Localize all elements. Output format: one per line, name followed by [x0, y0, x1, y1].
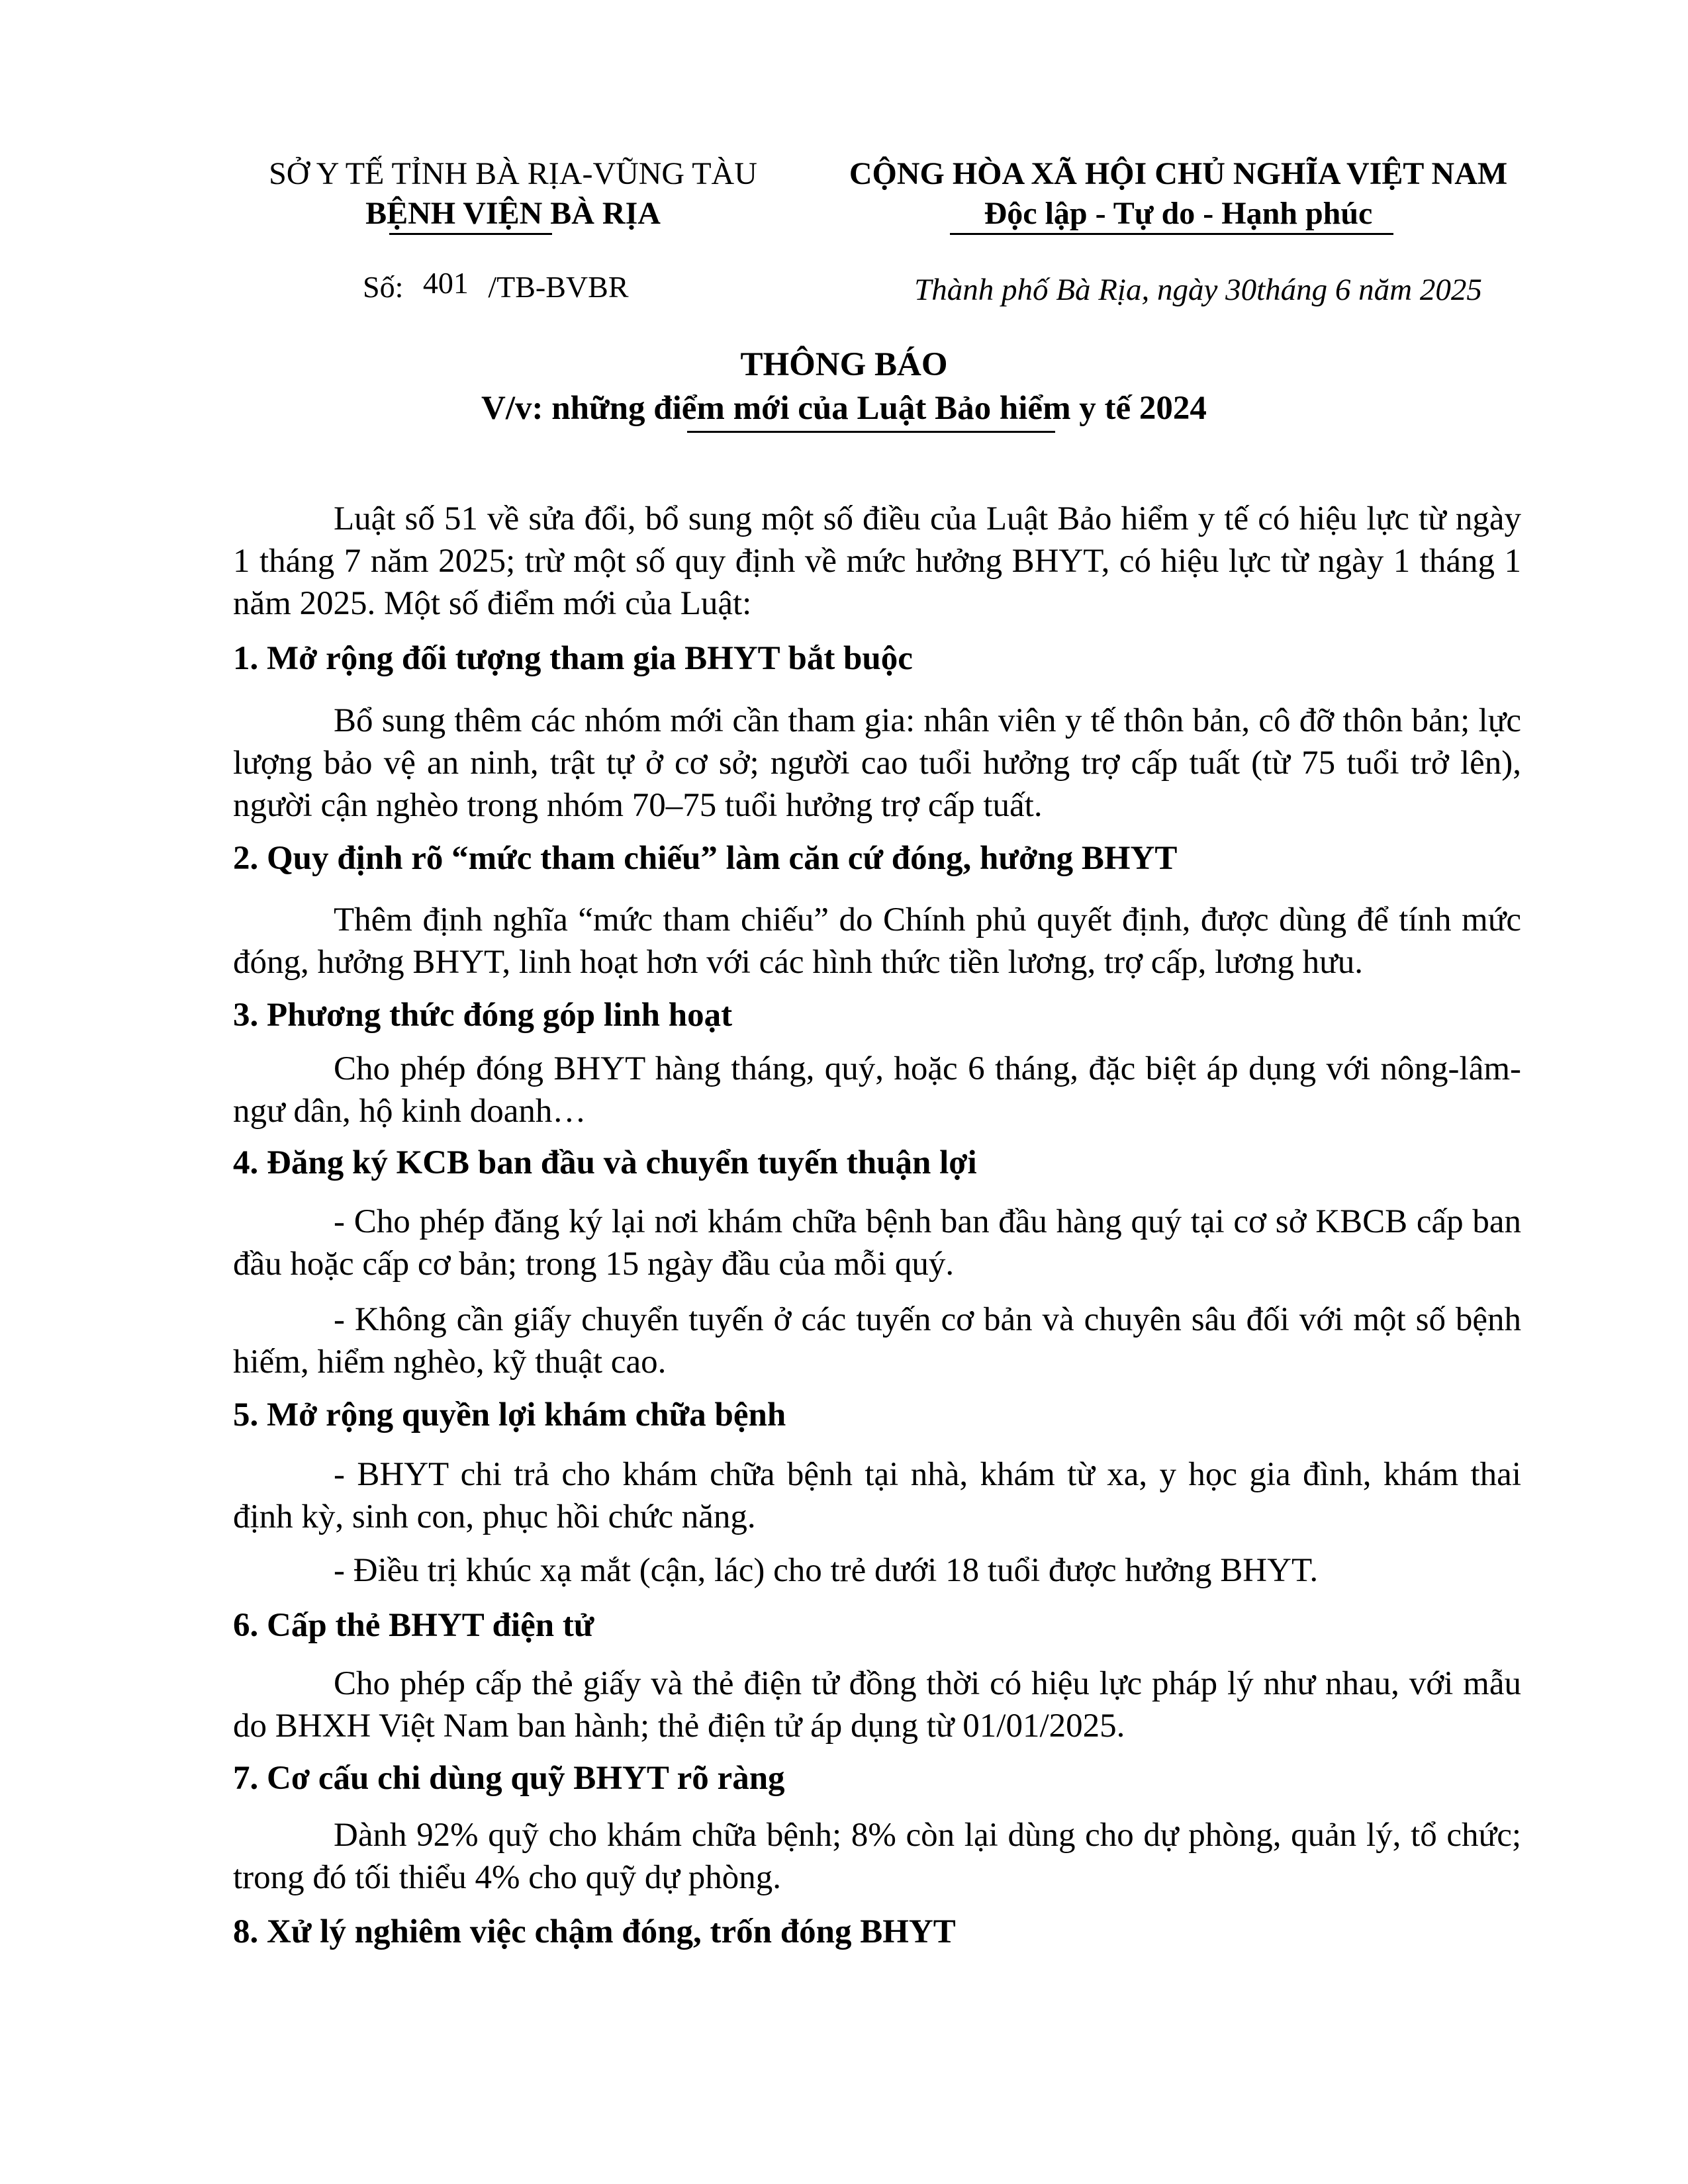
- number-label: Số:: [363, 270, 404, 304]
- place-date: Thành phố Bà Rịa, ngày 30tháng 6 năm 2025: [914, 273, 1482, 307]
- header-nation: CỘNG HÒA XÃ HỘI CHỦ NGHĨA VIỆT NAM: [849, 156, 1508, 191]
- section-heading: 1. Mở rộng đối tượng tham gia BHYT bắt buộc: [233, 640, 913, 677]
- section-paragraph: - Điều trị khúc xạ mắt (cận, lác) cho trẻ dưới 18 tuổi được hưởng BHYT.: [334, 1552, 1319, 1589]
- header-right-underline: [950, 233, 1393, 235]
- section-paragraph: Bổ sung thêm các nhóm mới cần tham gia: nhân viên y tế thôn bản, cô đỡ thôn bản; lực lượng bảo vệ an ninh, trật tự ở cơ sở; người cao tuổi hưởng trợ cấp tuất (từ 75 tuổi trở lên), người cận nghèo trong nhóm 70–75 tuổi hưởng trợ cấp tuất.: [233, 702, 1521, 824]
- section-heading: 7. Cơ cấu chi dùng quỹ BHYT rõ ràng: [233, 1760, 785, 1797]
- number-suffix: /TB-BVBR: [488, 270, 629, 304]
- section-paragraph: Cho phép cấp thẻ giấy và thẻ điện tử đồng thời có hiệu lực pháp lý như nhau, với mẫu do BHXH Việt Nam ban hành; thẻ điện tử áp dụng từ 01/01/2025.: [233, 1665, 1521, 1745]
- section-paragraph: - Cho phép đăng ký lại nơi khám chữa bệnh ban đầu hàng quý tại cơ sở KBCB cấp ban đầu hoặc cấp cơ bản; trong 15 ngày đầu của mỗi quý.: [233, 1203, 1521, 1283]
- section-paragraph: Cho phép đóng BHYT hàng tháng, quý, hoặc 6 tháng, đặc biệt áp dụng với nông-lâm-ngư dân, hộ kinh doanh…: [233, 1050, 1521, 1130]
- section-paragraph: - Không cần giấy chuyển tuyến ở các tuyến cơ bản và chuyên sâu đối với một số bệnh hiếm, hiểm nghèo, kỹ thuật cao.: [233, 1301, 1521, 1381]
- document-number: [363, 267, 629, 307]
- intro-paragraph: Luật số 51 về sửa đổi, bổ sung một số điều của Luật Bảo hiểm y tế có hiệu lực từ ngày 1 tháng 7 năm 2025; trừ một số quy định về mức hưởng BHYT, có hiệu lực từ ngày 1 tháng 1 năm 2025. Một số điểm mới của Luật:: [233, 500, 1521, 622]
- document-title: THÔNG BÁO: [740, 346, 948, 383]
- section-heading: 5. Mở rộng quyền lợi khám chữa bệnh: [233, 1396, 786, 1433]
- number-value: 401: [422, 266, 469, 300]
- header-left-underline: [389, 233, 552, 235]
- header-motto: Độc lập - Tự do - Hạnh phúc: [984, 196, 1373, 231]
- header-hospital: BỆNH VIỆN BÀ RỊA: [365, 196, 661, 231]
- header-agency: SỞ Y TẾ TỈNH BÀ RỊA-VŨNG TÀU: [269, 156, 757, 191]
- subject-underline: [687, 431, 1055, 433]
- section-heading: 4. Đăng ký KCB ban đầu và chuyển tuyến thuận lợi: [233, 1144, 977, 1181]
- section-heading: 3. Phương thức đóng góp linh hoạt: [233, 997, 733, 1034]
- section-paragraph: Dành 92% quỹ cho khám chữa bệnh; 8% còn lại dùng cho dự phòng, quản lý, tổ chức; trong đó tối thiểu 4% cho quỹ dự phòng.: [233, 1817, 1521, 1896]
- section-heading: 2. Quy định rõ “mức tham chiếu” làm căn cứ đóng, hưởng BHYT: [233, 840, 1178, 877]
- section-heading: 6. Cấp thẻ BHYT điện tử: [233, 1607, 594, 1644]
- document-subject: V/v: những điểm mới của Luật Bảo hiểm y tế 2024: [481, 390, 1207, 427]
- section-paragraph: Thêm định nghĩa “mức tham chiếu” do Chính phủ quyết định, được dùng để tính mức đóng, hưởng BHYT, linh hoạt hơn với các hình thức tiền lương, trợ cấp, lương hưu.: [233, 901, 1521, 981]
- section-heading: 8. Xử lý nghiêm việc chậm đóng, trốn đóng BHYT: [233, 1913, 956, 1950]
- section-paragraph: - BHYT chi trả cho khám chữa bệnh tại nhà, khám từ xa, y học gia đình, khám thai định kỳ, sinh con, phục hồi chức năng.: [233, 1456, 1521, 1535]
